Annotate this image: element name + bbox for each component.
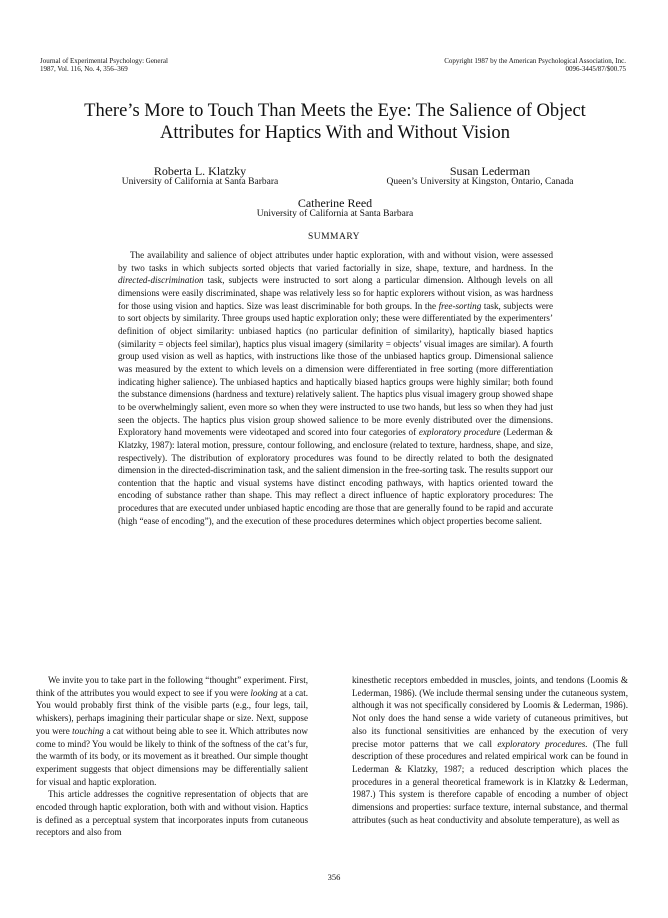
abstract-italic: exploratory procedure — [418, 427, 501, 438]
abstract-paragraph — [118, 249, 553, 527]
body-text: (The full description of these procedures and related empirical work can be found in Lederman & Klatzky, 1987; a reduced description which places the procedures in a general theoretical framework is in Klatzky & Lederman, 1987.) This system is therefore capable of encoding a number of object dimensions and properties: surface texture, internal substance, and thermal attributes (such as heat conductivity and absolute temperature), as well as — [352, 738, 629, 825]
author-affiliation: University of California at Santa Barbara — [121, 177, 279, 187]
title-line-2: Attributes for Haptics With and Without Vision — [160, 123, 510, 143]
body-column-left — [36, 674, 308, 839]
body-italic: looking — [250, 687, 278, 698]
issn-line: 0096-3445/87/$00.75 — [565, 65, 626, 73]
body-column-right — [352, 674, 628, 826]
author-affiliation: Queen’s University at Kingston, Ontario, Canada — [386, 177, 574, 187]
abstract-text: The availability and salience of object attributes under haptic exploration, with and without vision, were assessed by two tasks in which subjects sorted objects that varied factorially in size, shape, texture, and hardness. In the — [118, 250, 553, 273]
author-name: Roberta L. Klatzky — [153, 164, 247, 178]
summary-heading: SUMMARY — [307, 232, 361, 242]
abstract-italic: free-sorting — [438, 300, 482, 311]
article-title — [40, 100, 630, 144]
body-text: a cat without being able to see it. Which attributes now come to mind? You would be likely to think of the softness of the cat’s fur, the warmth of its body, or its movement as it breathed. Our simple thought experiment suggests that object dimensions may be differentially salient for visual and haptic exploration. — [36, 725, 308, 787]
body-text: at a cat. You would probably first think of the visible parts (e.g., four legs, tail, whiskers), perhaps imagining their particular shape or size. Next, suppose you were — [36, 687, 309, 736]
summary-abstract — [118, 249, 553, 527]
body-italic: exploratory procedures. — [497, 738, 588, 749]
title-line-1: There’s More to Touch Than Meets the Eye: The Salience of Object — [84, 101, 586, 121]
copyright-line: Copyright 1987 by the American Psychological Association, Inc. — [444, 57, 626, 65]
author-name: Susan Lederman — [449, 164, 531, 178]
abstract-text: task, subjects were to sort objects by similarity. Three groups used haptic exploration only; these were differentiated by the experimenters’ definition of object similarity: unbiased haptics (no particular definition of similarity), haptically biased haptics (similarity = objects feel similar), haptics plus visual imagery (similarity = objects’ visual images are similar). A fourth group used vision as well as haptics, with instructions like those of the unbiased haptics group. Dimensional salience was measured by the extent to which levels on a dimension were differentiated in free sorting (more differentiation indicating higher salience). The unbiased haptics and haptically biased haptics groups were highly similar; both found the substance dimensions (hardness and texture) relatively salient. The haptics plus visual imagery group showed shape to be overwhelmingly salient, even more so when they were instructed to use two hands, but less so when they had just seen the objects. The haptics plus vision group showed salience to be more evenly distributed over the dimensions. Exploratory hand movements were videotaped and scored into four categories of — [118, 300, 553, 438]
page-number: 356 — [327, 872, 341, 882]
body-paragraph: This article addresses the cognitive representation of objects that are encoded through haptic exploration, both with and without vision. Haptics is defined as a perceptual system that incorporates inputs from cutaneous receptors and also from — [36, 789, 308, 838]
copyright-notice — [326, 57, 626, 73]
journal-name: Journal of Experimental Psychology: General — [40, 57, 168, 65]
abstract-text: (Lederman & Klatzky, 1987): lateral motion, pressure, contour following, and enclosure (related to texture, hardness, shape, and size, respectively). The distribution of exploratory procedures was found to be directly related to both the designated dimension in the directed-discrimination task, and the salient dimension in the free-sorting task. The results support our contention that the haptic and visual systems have distinct encoding pathways, with haptics oriented toward the encoding of substance rather than shape. This may reflect a direct influence of haptic exploratory procedures: The procedures that are executed under unbiased haptic encoding are those that are generally found to be rapid and accurate (high “ease of encoding”), and the execution of these procedures determines which object properties become salient. — [118, 427, 553, 526]
journal-volume: 1987, Vol. 116, No. 4, 356–369 — [40, 65, 128, 73]
body-text: kinesthetic receptors embedded in muscles, joints, and tendons (Loomis & Lederman, 1986). (We include thermal sensing under the cutaneous system, although it was not specifically considered by Loomis & Lederman, 1986). Not only does the hand sense a wide variety of cutaneous primitives, but also its functional sensitivities are enhanced by the execution of very precise motor patterns that we call — [352, 675, 628, 749]
abstract-italic: directed-discrimination — [118, 275, 204, 286]
abstract-text: task, subjects were instructed to sort along a particular dimension. Although levels on all dimensions were easily discriminated, shape was relatively less so for haptic explorers without vision, as was hardness for those using vision and haptics. Size was least discriminable for both groups. In the — [118, 275, 553, 311]
body-paragraph — [36, 674, 308, 788]
journal-citation — [40, 57, 340, 73]
body-italic: touching — [72, 725, 104, 736]
author-affiliation: University of California at Santa Barbara — [256, 209, 414, 219]
body-text: We invite you to take part in the following “thought” experiment. First, think of the attributes you would expect to see if you were — [36, 675, 308, 698]
body-paragraph — [352, 674, 628, 826]
author-name: Catherine Reed — [297, 196, 373, 210]
